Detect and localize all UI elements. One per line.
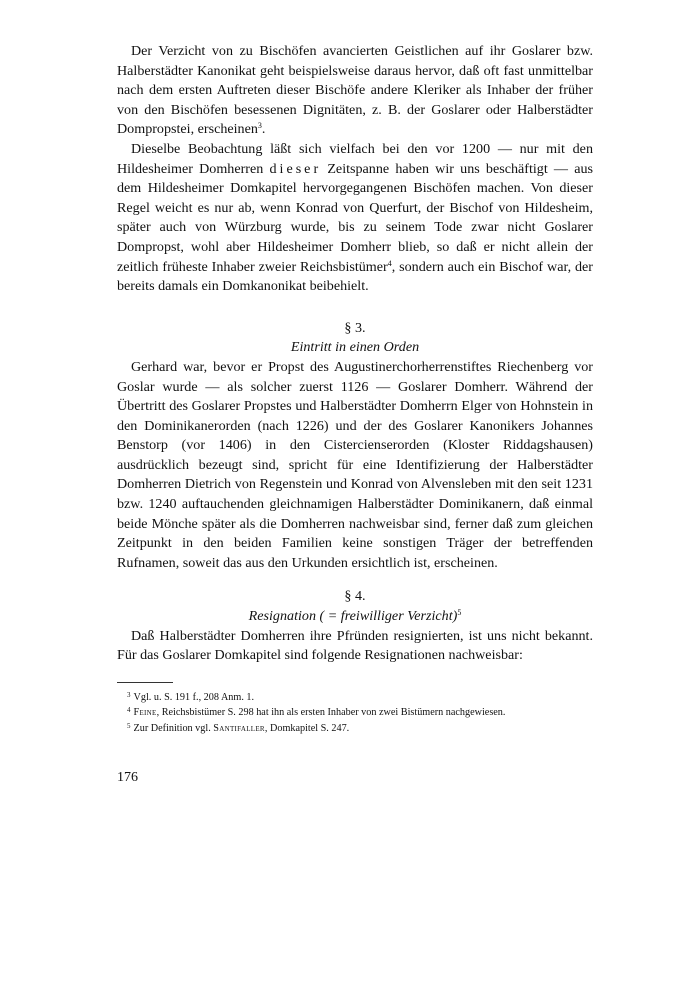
section-4-text: Daß Halberstädter Domherren ihre Pfründen resignierten, ist uns nicht bekannt. Für das Goslarer Domkapitel sind folgende Resignationen nachweisbar: <box>117 627 593 664</box>
footnote-divider <box>117 682 173 683</box>
footnotes <box>117 689 593 735</box>
author-name: Feine <box>133 707 157 719</box>
section-title-wrap <box>117 607 593 627</box>
footnote-3 <box>117 689 593 704</box>
document-page <box>117 42 593 735</box>
paragraph-text: , sondern auch ein Bischof war, der bereits damals ein Domkanonikat beibehielt. <box>117 258 593 295</box>
footnote-5 <box>117 720 593 735</box>
section-number: § 3. <box>344 319 366 336</box>
footnote-number: 3 <box>127 690 131 699</box>
paragraph-beobachtung <box>117 140 593 297</box>
emphasis-spaced: dieser <box>269 160 322 177</box>
section-3 <box>117 319 593 574</box>
footnote-number: 5 <box>127 721 131 730</box>
section-4 <box>117 587 593 665</box>
footnote-4 <box>117 704 593 719</box>
section-title: Eintritt in einen Orden <box>290 339 420 356</box>
footnote-text: , Reichsbistümer S. 298 hat ihn als ersten Inhaber von zwei Bistümern nachgewiesen. <box>156 707 506 719</box>
paragraph-text: Der Verzicht von zu Bischöfen avancierten Geistlichen auf ihr Goslarer bzw. Halberstädter Kanonikat geht beispielsweise daraus hervor, daß oft fast unmittelbar nach dem ersten Auftreten dieser Bischöfe andere Kleriker als Inhaber der früher von den Bischöfen besessenen Dignitäten, z. B. der Goslarer oder Halberstädter Dompropstei, erscheinen <box>117 43 593 138</box>
footnote-ref-4[interactable]: 4 <box>387 258 392 268</box>
author-name: Santifaller <box>213 722 265 734</box>
section-title: Resignation ( = freiwilliger Verzicht) <box>248 608 458 625</box>
section-number: § 4. <box>344 588 366 605</box>
paragraph-text: Zeitspanne haben wir uns beschäftigt — aus dem Hildesheimer Domkapitel hervorgegangenen Bischöfen machen. Von dieser Regel weicht es nur ab, wenn Konrad von Querfurt, der Bischof von Hildesheim, später auch von Würzburg wurde, bis zu seinem Tode zwar nicht Goslarer Dompropst, wohl aber Hildesheimer Domherr blieb, so daß er nicht allein der zeitlich früheste Inhaber zweier Reichsbistümer <box>117 160 593 275</box>
page-number: 176 <box>117 770 138 785</box>
footnote-ref-5[interactable]: 5 <box>457 608 462 618</box>
footnote-ref-3[interactable]: 3 <box>257 121 262 131</box>
paragraph-text: Dieselbe Beobachtung läßt sich vielfach bei den vor 1200 — nur mit den Hildesheimer Domherren <box>117 140 593 177</box>
footnote-text: , Domkapitel S. 247. <box>264 722 350 734</box>
paragraph-verzicht: Der Verzicht von zu Bischöfen avancierten Geistlichen auf ihr Goslarer bzw. Halberstädter Kanonikat geht beispielsweise daraus hervor, daß oft fast unmittelbar nach dem ersten Auftreten dieser Bischöfe andere Kleriker als Inhaber der früher von den Bischöfen besessenen Dignitäten, z. B. der Goslarer oder Halberstädter Dompropstei, erscheinen$^3$. <box>117 43 593 138</box>
footnote-text: Vgl. u. S. 191 f., 208 Anm. 1. <box>133 691 255 703</box>
section-3-text: Gerhard war, bevor er Propst des Augustinerchorherrenstiftes Riechenberg vor Goslar wurde — als solcher zuerst 1126 — Goslarer Domherr. Während der Übertritt des Goslarer Propstes und Halberstädter Domherrn Elger von Hohnstein in den Dominikanerorden (nach 1226) und der des Goslarer Kanonikers Johannes Benstorp (vor 1406) in den Cistercienserorden (Kloster Riddagshausen) ausdrücklich bezeugt sind, spricht für eine Identifizierung der Halberstädter Domherren Dietrich von Regenstein und Konrad von Alvensleben mit den seit 1231 bzw. 1240 auftauchenden gleichnamigen Halberstädter Dominikanern, daß einmal beide Mönche später als die Domherren nachweisbar sind, ferner daß zum gleichen Zeitpunkt in den beiden Familien keine sonstigen Träger der betreffenden Rufnamen, soweit das aus den Urkunden ersichtlich ist, erscheinen. <box>117 358 593 571</box>
footnote-text: Zur Definition vgl. <box>133 722 214 734</box>
footnote-number: 4 <box>127 706 131 715</box>
